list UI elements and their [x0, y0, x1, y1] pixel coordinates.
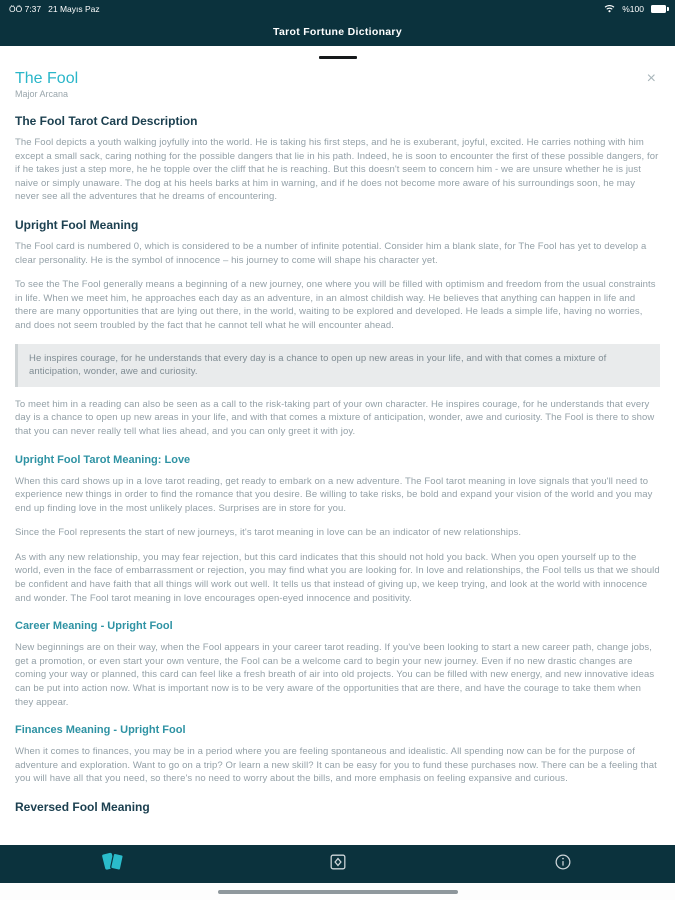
section-heading-finances: Finances Meaning - Upright Fool: [15, 724, 186, 737]
paragraph: When this card shows up in a love tarot reading, get ready to embark on a new adventure. The Fool tarot meaning in love signals that you'll need to experience new things in order to find the romance that you desire. Be willing to take risks, be bold and expand your vision of the world and you may end up finding love in the most unlikely places. Surprises are in store for you.: [15, 475, 653, 514]
card-spread-icon: [328, 852, 348, 877]
card-title-block: [15, 70, 78, 100]
nav-tab-spreads[interactable]: [225, 845, 450, 883]
section-heading-description: The Fool Tarot Card Description: [15, 114, 198, 128]
wifi-icon: [604, 4, 615, 15]
tarot-cards-icon: [101, 851, 125, 878]
card-detail-panel[interactable]: [0, 46, 675, 845]
paragraph: When it comes to finances, you may be in a period where you are feeling spontaneous and idealistic. All spending now can be for the purpose of adventure and exploration. Want to go on a trip? Or learn a new skill? It can be easy for you to fund these purchases now. There can be a feeling that you will have all that you need, so there's no need to worry about the bills, and more emphasis on feeling expansive and curious.: [15, 746, 657, 785]
status-date: 21 Mayıs Paz: [48, 4, 100, 14]
section-heading-love: Upright Fool Tarot Meaning: Love: [15, 453, 191, 466]
paragraph: The Fool depicts a youth walking joyfully into the world. He is taking his first steps, and he is exuberant, joyful, excited. He carries nothing with him except a small sack, caring nothing for the possible dangers that lie in his path. Indeed, he is soon to encounter the first of these possible dangers, for if he takes just a step more, he he topple over the cliff that he is reaching. But this doesn't seem to concern him - we are unsure whether he is just naive or simply unaware. The dog at his heels barks at him in warning, and if he does not become more aware of his surroundings soon, he may never see all the adventures that he dreams of encountering.: [15, 137, 659, 203]
nav-tab-cards[interactable]: [0, 845, 225, 883]
battery-icon: [651, 5, 666, 13]
card-subtitle: Major Arcana: [15, 89, 69, 99]
status-time: ÖÖ 7:37: [9, 4, 42, 14]
quote-block: He inspires courage, for he understands that every day is a chance to open up new areas in your life, and with that comes a mixture of anticipation, wonder, awe and curiosity.: [15, 344, 660, 387]
info-icon: [554, 853, 572, 876]
card-title: The Fool: [15, 70, 79, 87]
status-bar: [0, 0, 675, 18]
section-heading-reversed: Reversed Fool Meaning: [15, 800, 150, 814]
app-header: [0, 18, 675, 46]
paragraph: As with any new relationship, you may fear rejection, but this card indicates that this should not hold you back. When you open yourself up to the world, even in the face of embarrassment or rejection, you may find what you are looking for. In love and relationships, the Fool tells us that we should be confident and have faith that all things will work out well. It tells us that instead of giving up, we keep trying, and look at the world with innocence and wonder. The Fool tarot meaning in love encourages open-eyed innocence and positivity.: [15, 551, 660, 604]
section-heading-career: Career Meaning - Upright Fool: [15, 620, 173, 633]
battery-percent: %100: [622, 4, 644, 14]
app-title: Tarot Fortune Dictionary: [273, 26, 402, 38]
gesture-bar-area: [0, 883, 675, 900]
home-indicator[interactable]: [218, 890, 458, 894]
paragraph: To meet him in a reading can also be seen as a call to the risk-taking part of your own character. He inspires courage, for he understands that every day is a chance to open up new areas in your life, and with that comes a mixture of anticipation, wonder, awe and curiosity. The Fool is there to show that you can never really tell what lies ahead, and you can only greet it with joy.: [15, 398, 655, 437]
section-heading-upright: Upright Fool Meaning: [15, 217, 139, 232]
paragraph: To see the The Fool generally means a beginning of a new journey, one where you will be filled with optimism and freedom from the usual constraints in life. When we meet him, he approaches each day as an adventure, in an almost childish way. He believes that anything can happen in life and there are many opportunities that are lying out there, in the world, waiting to be explored and developed. He leads a simple life, having no worries, and does not seem troubled by the fact that he cannot tell what he will encounter ahead.: [15, 279, 656, 331]
close-icon[interactable]: ×: [646, 70, 656, 87]
nav-tab-info[interactable]: [450, 845, 675, 883]
bottom-nav: [0, 845, 675, 883]
paragraph: The Fool card is numbered 0, which is considered to be a number of infinite potential. Consider him a blank slate, for The Fool has yet to develop a clear personality. He is the symbol of innocence – his journey to come will shape his character yet.: [15, 240, 647, 266]
paragraph: Since the Fool represents the start of new journeys, it's tarot meaning in love can be an indicator of new relationships.: [15, 527, 522, 539]
paragraph: New beginnings are on their way, when the Fool appears in your career tarot reading. If you've been looking to start a new career path, change jobs, get a promotion, or even start your own venture, the Fool can be a welcome card to begin your new journey. Even if no new drastic changes are coming your way or planned, this card can feel like a fresh breath of air into old projects. You can be filled with new energy, and new innovative ideas can be put into action now. What is important now is to be very aware of the opportunities that are there, and have the courage to take them when they appear.: [15, 642, 655, 708]
